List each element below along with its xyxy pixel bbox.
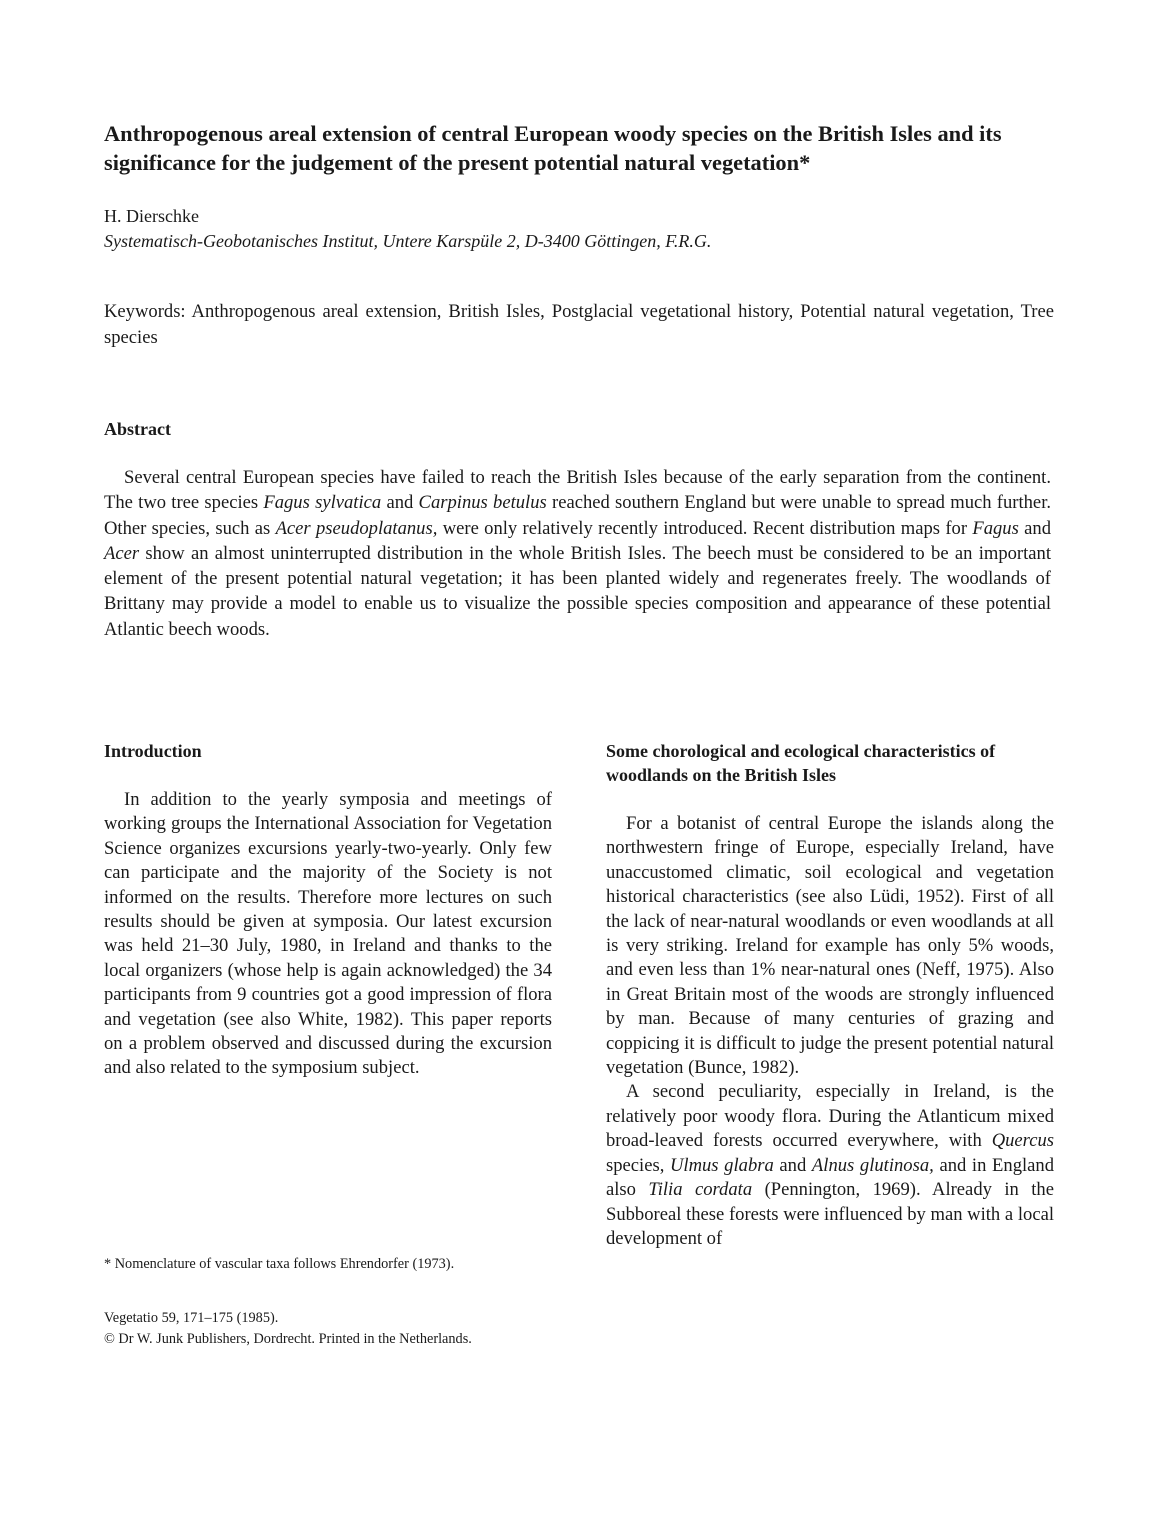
keywords: Keywords: Anthropogenous areal extension, British Isles, Postglacial vegetational history, Potential natural vegetation, Tree species	[104, 301, 1054, 348]
species-name: Quercus	[991, 1130, 1054, 1152]
species-name: Fagus	[972, 517, 1019, 539]
right-column	[606, 739, 1054, 1251]
author-affiliation: Systematisch-Geobotanisches Institut, Untere Karspüle 2, D-3400 Göttingen, F.R.G.	[104, 231, 712, 251]
copyright-line: © Dr W. Junk Publishers, Dordrecht. Printed in the Netherlands.	[104, 1331, 472, 1347]
section-heading: Some chorological and ecological characteristics of woodlands on the British Isles	[606, 741, 996, 785]
introduction-heading: Introduction	[104, 741, 202, 761]
species-name: Tilia cordata	[648, 1179, 753, 1201]
author-name: H. Dierschke	[104, 206, 199, 226]
footnote: * Nomenclature of vascular taxa follows Ehrendorfer (1973).	[104, 1256, 455, 1272]
section-text-part: and	[773, 1154, 812, 1176]
section-text-part: (Pennington, 1969). Already in the Subboreal these forests were influenced by man with a local development of	[606, 1179, 1054, 1249]
abstract-heading: Abstract	[104, 419, 171, 439]
species-name: Carpinus betulus	[418, 492, 547, 514]
abstract-text	[104, 465, 1051, 642]
species-name: Ulmus glabra	[669, 1154, 774, 1176]
section-text-part: A second peculiarity, especially in Ireland, is the relatively poor woody flora. During the Atlanticum mixed broad-leaved forests occurred everywhere, with	[606, 1081, 1054, 1152]
abstract-text-part: and	[1018, 517, 1052, 539]
abstract-text-part: Several central European species have failed to reach the British Isles because of the early separation from the continent. The two tree species	[104, 467, 1051, 514]
species-name: Acer pseudoplatanus,	[275, 517, 438, 539]
section-paragraph: For a botanist of central Europe the islands along the northwestern fringe of Europe, especially Ireland, have unaccustomed climatic, soil ecological and vegetation historical characteristics (see also Lüdi, 1952). First of all the lack of near-natural woodlands or even woodlands at all is very striking. Ireland for example has only 5% woods, and even less than 1% near-natural ones (Neff, 1975). Also in Great Britain most of the woods are strongly influenced by man. Because of many centuries of grazing and coppicing it is difficult to judge the present potential natural vegetation (Bunce, 1982).	[606, 813, 1054, 1079]
abstract-text-part: reached southern England but were unable to spread much further. Other species, such as	[104, 492, 1052, 539]
species-name: Fagus sylvatica	[263, 492, 382, 514]
section-text-part: and in England also	[606, 1154, 1054, 1201]
journal-citation: Vegetatio 59, 171–175 (1985).	[104, 1310, 279, 1326]
introduction-paragraph: In addition to the yearly symposia and meetings of working groups the International Association for Vegetation Science organizes excursions yearly-two-yearly. Only few can participate and the majority of the Society is not informed on the results. Therefore more lectures on such results should be given at symposia. Our latest excursion was held 21–30 July, 1980, in Ireland and thanks to the local organizers (whose help is again acknowledged) the 34 participants from 9 countries got a good impression of flora and vegetation (see also White, 1982). This paper reports on a problem observed and discussed during the excursion and also related to the symposium subject.	[104, 789, 552, 1079]
left-column	[104, 739, 552, 1081]
abstract-text-part: show an almost uninterrupted distribution in the whole British Isles. The beech must be considered to be an important element of the present potential natural vegetation; it has been planted widely and regenerates freely. The woodlands of Brittany may provide a model to enable us to visualize the possible species composition and appearance of these potential Atlantic beech woods.	[104, 542, 1051, 640]
abstract-text-part: and	[381, 492, 419, 514]
species-name: Alnus glutinosa,	[811, 1154, 934, 1176]
section-text-part: species,	[606, 1154, 670, 1176]
paper-title: Anthropogenous areal extension of central European woody species on the British Isles and its significance for the judgement of the present potential natural vegetation*	[104, 121, 1002, 175]
section-paragraph	[606, 1080, 1054, 1251]
species-name: Acer	[104, 542, 140, 564]
abstract-text-part: were only relatively recently introduced. Recent distribution maps for	[437, 517, 973, 539]
